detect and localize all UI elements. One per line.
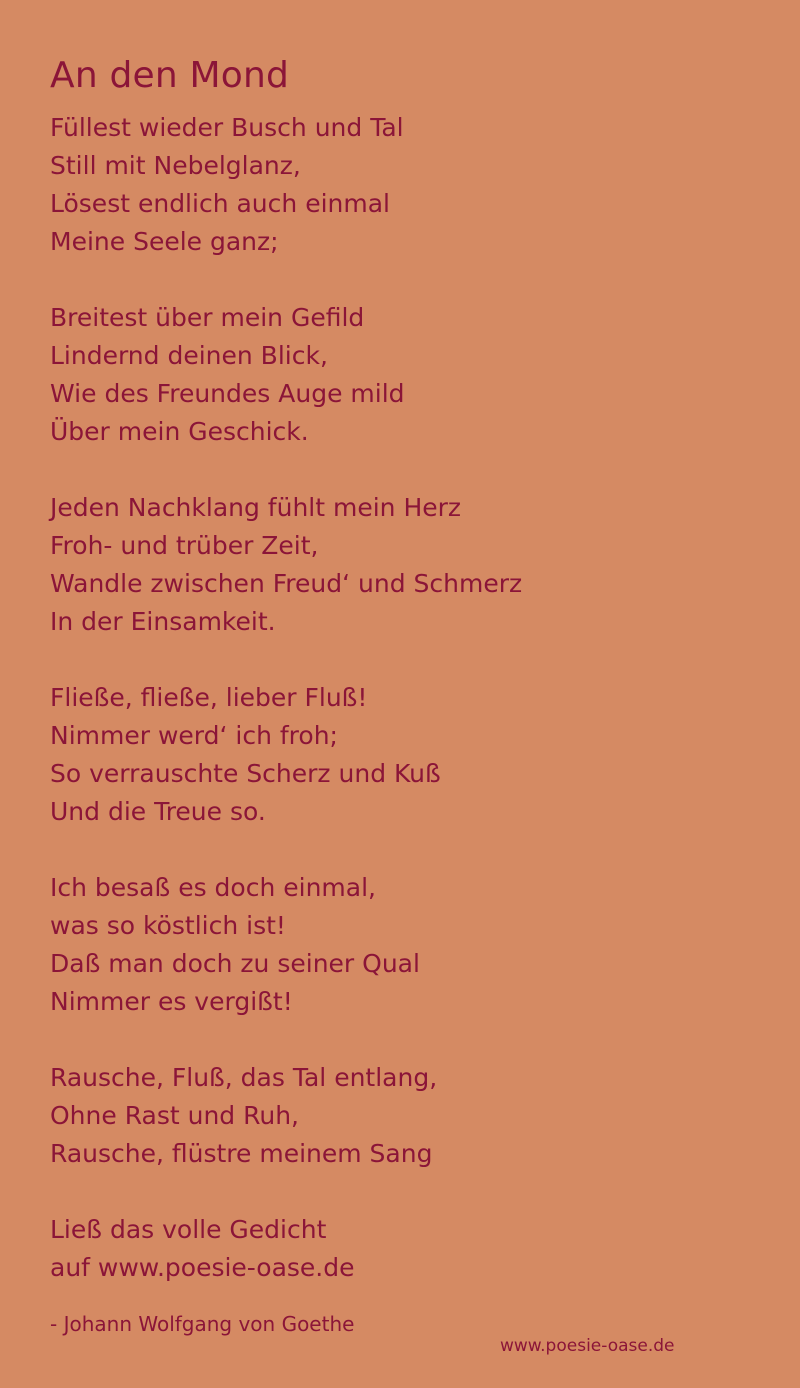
stanza-2 (50, 299, 740, 451)
poem-line: Und die Treue so. (50, 797, 266, 826)
poem-line: Lösest endlich auch einmal (50, 189, 390, 218)
poem-line: Nimmer werd‘ ich froh; (50, 721, 338, 750)
poem-title: An den Mond (50, 55, 290, 96)
stanza-3 (50, 489, 740, 641)
read-more-url: auf www.poesie-oase.de (50, 1253, 355, 1282)
footer-url: www.poesie-oase.de (500, 1336, 675, 1356)
poem-line: Über mein Geschick. (50, 417, 309, 446)
poem-line: In der Einsamkeit. (50, 607, 276, 636)
poem-line: Fließe, fließe, lieber Fluß! (50, 683, 368, 712)
stanza-note (50, 1211, 740, 1287)
poem-line: Ich besaß es doch einmal, (50, 873, 376, 902)
read-more-note: Ließ das volle Gedicht (50, 1215, 327, 1244)
poem-line: So verrauschte Scherz und Kuß (50, 759, 441, 788)
poem-line: Wie des Freundes Auge mild (50, 379, 405, 408)
poem-line: was so köstlich ist! (50, 911, 286, 940)
poem-line: Rausche, Fluß, das Tal entlang, (50, 1063, 438, 1092)
poem-line: Breitest über mein Gefild (50, 303, 365, 332)
stanza-6 (50, 1059, 740, 1173)
poem-line: Nimmer es vergißt! (50, 987, 293, 1016)
poem-line: Still mit Nebelglanz, (50, 151, 301, 180)
poem-line: Meine Seele ganz; (50, 227, 279, 256)
poem-line: Lindernd deinen Blick, (50, 341, 328, 370)
poem-line: Füllest wieder Busch und Tal (50, 113, 404, 142)
poem-line: Wandle zwischen Freud‘ und Schmerz (50, 569, 523, 598)
stanza-1 (50, 109, 740, 261)
stanza-5 (50, 869, 740, 1021)
poem-line: Froh- und trüber Zeit, (50, 531, 319, 560)
stanza-4 (50, 679, 740, 831)
poem-body (50, 109, 740, 1325)
poem-line: Rausche, flüstre meinem Sang (50, 1139, 433, 1168)
poem-line: Daß man doch zu seiner Qual (50, 949, 420, 978)
poem-line: Jeden Nachklang fühlt mein Herz (50, 493, 462, 522)
poem-author: - Johann Wolfgang von Goethe (50, 1312, 355, 1336)
poem-line: Ohne Rast und Ruh, (50, 1101, 299, 1130)
